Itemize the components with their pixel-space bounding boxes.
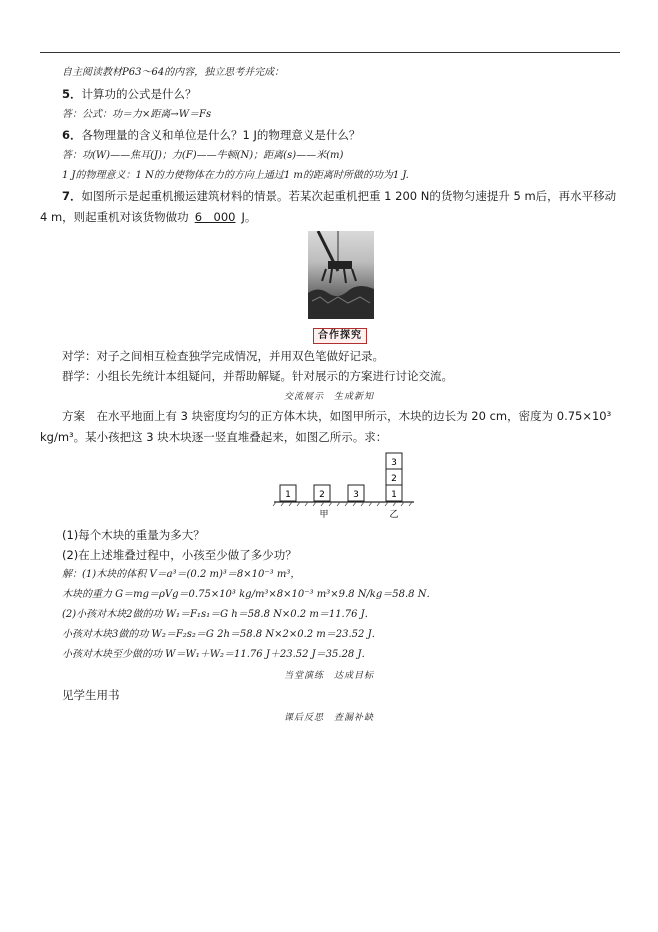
block-yi-bottom-label: 1 (391, 490, 397, 500)
solution-line-2: 木块的重力 G＝mg＝ρVg＝0.75×10³ kg/m³×8×10⁻³ m³×9.8 N/kg＝58.8 N． (62, 589, 437, 600)
question-6-text: 各物理量的含义和单位是什么？1 J的物理意义是什么？ (81, 128, 361, 142)
question-6-number: 6． (62, 128, 82, 142)
section-heading-reflection: 课后反思 查漏补缺 (283, 713, 374, 723)
answer-6: 答：功(W)——焦耳(J)；力(F)——牛顿(N)；距离(s)——米(m) (62, 150, 344, 161)
question-5-text: 计算功的公式是什么？ (81, 87, 197, 101)
label-jia: 甲 (319, 510, 329, 520)
block-yi-middle-label: 2 (391, 474, 397, 484)
section-heading-exchange: 交流展示 生成新知 (283, 392, 374, 402)
plan-line2: kg/m³。某小孩把这 3 块木块逐一竖直堆叠起来，如图乙所示。求： (40, 430, 388, 444)
duixue-text: 对学：对子之间相互检查独学完成情况，并用双色笔做好记录。 (62, 349, 384, 363)
block-yi-top-label: 3 (391, 458, 397, 468)
question-7-line2 (40, 210, 256, 224)
block-jia-1-label: 1 (285, 490, 291, 500)
block-jia-3-label: 3 (353, 490, 359, 500)
cooperative-inquiry-badge: 合作探究 (313, 328, 367, 344)
label-yi: 乙 (389, 510, 399, 520)
solution-line-5: 小孩对木块至少做的功 W＝W₁＋W₂＝11.76 J＋23.52 J＝35.28 J． (62, 649, 372, 660)
sub-question-2: (2)在上述堆叠过程中，小孩至少做了多少功？ (62, 548, 297, 562)
question-7-text: 如图所示是起重机搬运建筑材料的情景。若某次起重机把重 1 200 N的货物匀速提升 5 m后，再水平移动 (81, 189, 617, 203)
solution-line-3: (2)小孩对木块2做的功 W₁＝F₁s₁＝G h＝58.8 N×0.2 m＝11.76 J． (62, 609, 375, 620)
block-jia-2-label: 2 (319, 490, 325, 500)
question-7-pre: 4 m，则起重机对该货物做功 (40, 210, 189, 224)
crane-photo (308, 231, 374, 319)
plan-line1: 方案 在水平地面上有 3 块密度均匀的正方体木块，如图甲所示，木块的边长为 20 cm，密度为 0.75×10³ (62, 409, 612, 423)
crane-image-icon (308, 231, 374, 319)
question-7-answer: 6 000 (194, 210, 236, 224)
question-7-number: 7． (62, 189, 82, 203)
question-5-number: 5． (62, 87, 82, 101)
question-7-line1 (62, 189, 616, 203)
see-student-book: 见学生用书 (62, 688, 120, 702)
answer-5-formula: W＝Fs (178, 109, 212, 120)
answer-5-prefix: 答：公式：功＝力×距离→ (62, 109, 179, 120)
blocks-diagram (268, 448, 418, 524)
solution-line-1: 解：(1)木块的体积 V＝a³＝(0.2 m)³＝8×10⁻³ m³， (62, 569, 301, 580)
qunxue-text: 群学：小组长先统计本组疑问，并帮助解疑。针对展示的方案进行讨论交流。 (62, 369, 453, 383)
intro-text: 自主阅读教材P63～64的内容，独立思考并完成： (62, 67, 285, 78)
solution-line-4: 小孩对木块3做的功 W₂＝F₂s₂＝G 2h＝58.8 N×2×0.2 m＝23.52 J． (62, 629, 382, 640)
answer-6-meaning: 1 J的物理意义：1 N的力使物体在力的方向上通过1 m的距离时所做的功为1 J. (62, 170, 409, 181)
sub-question-1: (1)每个木块的重量为多大？ (62, 528, 205, 542)
question-5 (62, 87, 197, 101)
question-7-post: J。 (241, 210, 257, 224)
answer-5 (62, 108, 211, 122)
section-heading-practice: 当堂演练 达成目标 (283, 671, 374, 681)
question-6 (62, 128, 360, 142)
header-rule (40, 52, 620, 53)
